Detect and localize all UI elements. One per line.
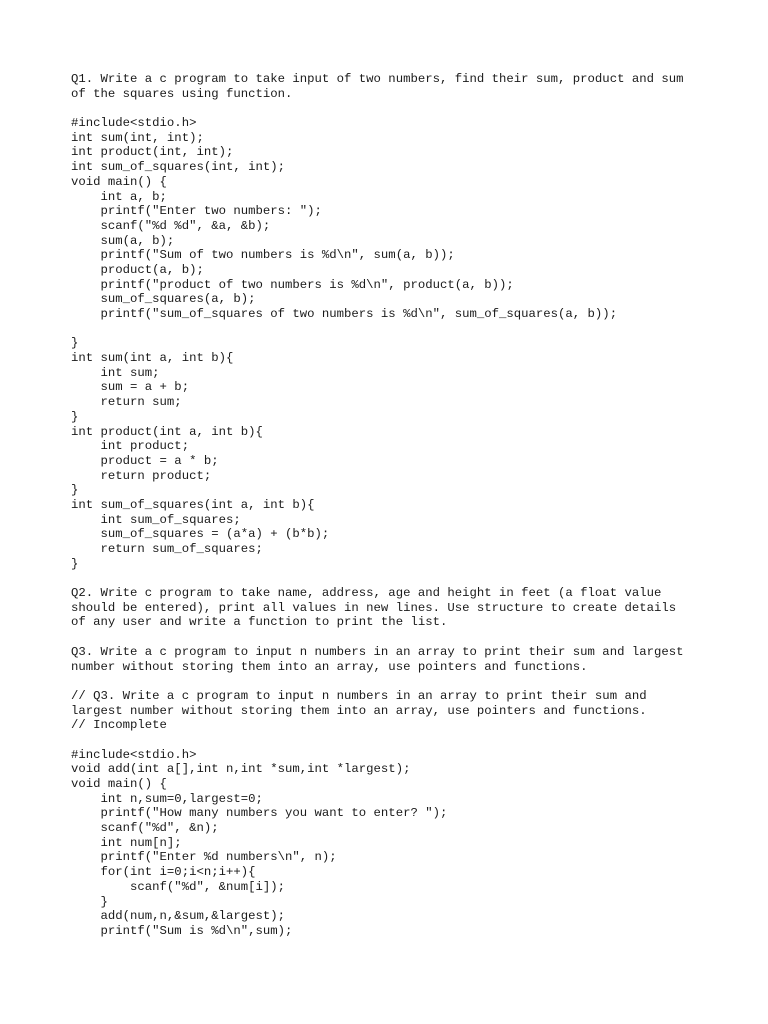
document-line: void main() {	[71, 174, 167, 189]
document-line: int num[n];	[71, 835, 182, 850]
document-line: int product(int, int);	[71, 145, 234, 160]
document-line: int product;	[71, 439, 190, 454]
document-line: return sum_of_squares;	[71, 542, 263, 556]
document-line: sum_of_squares = (a*a) + (b*b);	[71, 527, 330, 542]
document-line: should be entered), print all values in new lines. Use structure to create details	[71, 600, 677, 615]
document-line	[71, 674, 751, 689]
document-line: product = a * b;	[71, 453, 219, 468]
document-line: printf("Sum of two numbers is %d\n", sum(a, b));	[71, 248, 455, 263]
document-line: void main() {	[71, 777, 167, 791]
document-line: scanf("%d %d", &a, &b);	[71, 218, 271, 233]
document-line: printf("product of two numbers is %d\n", product(a, b));	[71, 277, 514, 292]
document-line: int sum_of_squares(int, int);	[71, 160, 286, 175]
document-line: for(int i=0;i<n;i++){	[71, 865, 256, 880]
document-line: number without storing them into an array, use pointers and functions.	[71, 659, 588, 674]
document-line	[71, 630, 751, 645]
document-line: }	[71, 894, 108, 909]
document-line: int n,sum=0,largest=0;	[71, 791, 263, 806]
document-page	[71, 72, 751, 939]
document-line: int sum_of_squares;	[71, 512, 241, 527]
document-line: Q2. Write c program to take name, address, age and height in feet (a float value	[71, 586, 662, 601]
document-line: product(a, b);	[71, 262, 204, 277]
document-line: int product(int a, int b){	[71, 424, 263, 439]
document-line: }	[71, 483, 79, 498]
document-line: int a, b;	[71, 189, 167, 204]
document-line	[71, 571, 751, 586]
document-line: #include<stdio.h>	[71, 747, 197, 762]
document-line: scanf("%d", &num[i]);	[71, 879, 286, 894]
document-line: // Incomplete	[71, 718, 167, 733]
document-line: scanf("%d", &n);	[71, 821, 219, 836]
document-line: sum(a, b);	[71, 233, 175, 248]
document-line: largest number without storing them into an array, use pointers and functions.	[71, 703, 647, 718]
document-line: of the squares using function.	[71, 86, 293, 101]
document-line: int sum_of_squares(int a, int b){	[71, 497, 315, 512]
document-line: return product;	[71, 468, 212, 483]
document-line: return sum;	[71, 395, 182, 410]
document-line: printf("Enter %d numbers\n", n);	[71, 850, 337, 865]
document-line: Q1. Write a c program to take input of two numbers, find their sum, product and sum	[71, 72, 684, 86]
document-line: void add(int a[],int n,int *sum,int *largest);	[71, 762, 411, 777]
document-line: }	[71, 409, 79, 424]
document-line: int sum;	[71, 365, 160, 380]
document-line: int sum(int, int);	[71, 130, 204, 145]
document-line	[71, 101, 751, 116]
document-line: printf("How many numbers you want to enter? ");	[71, 806, 448, 821]
document-line: }	[71, 556, 79, 571]
document-line: sum_of_squares(a, b);	[71, 292, 256, 307]
document-line: Q3. Write a c program to input n numbers in an array to print their sum and largest	[71, 644, 684, 659]
document-line: #include<stdio.h>	[71, 116, 197, 131]
document-line: printf("Sum is %d\n",sum);	[71, 923, 293, 938]
document-line: printf("Enter two numbers: ");	[71, 204, 322, 219]
document-line: }	[71, 336, 79, 351]
document-line: int sum(int a, int b){	[71, 351, 234, 366]
document-line: add(num,n,&sum,&largest);	[71, 909, 286, 924]
document-line	[71, 322, 751, 337]
document-line: sum = a + b;	[71, 380, 190, 395]
document-line: printf("sum_of_squares of two numbers is %d\n", sum_of_squares(a, b));	[71, 307, 618, 321]
document-line: of any user and write a function to print the list.	[71, 615, 448, 630]
document-line: // Q3. Write a c program to input n numbers in an array to print their sum and	[71, 688, 647, 703]
document-line	[71, 733, 751, 748]
